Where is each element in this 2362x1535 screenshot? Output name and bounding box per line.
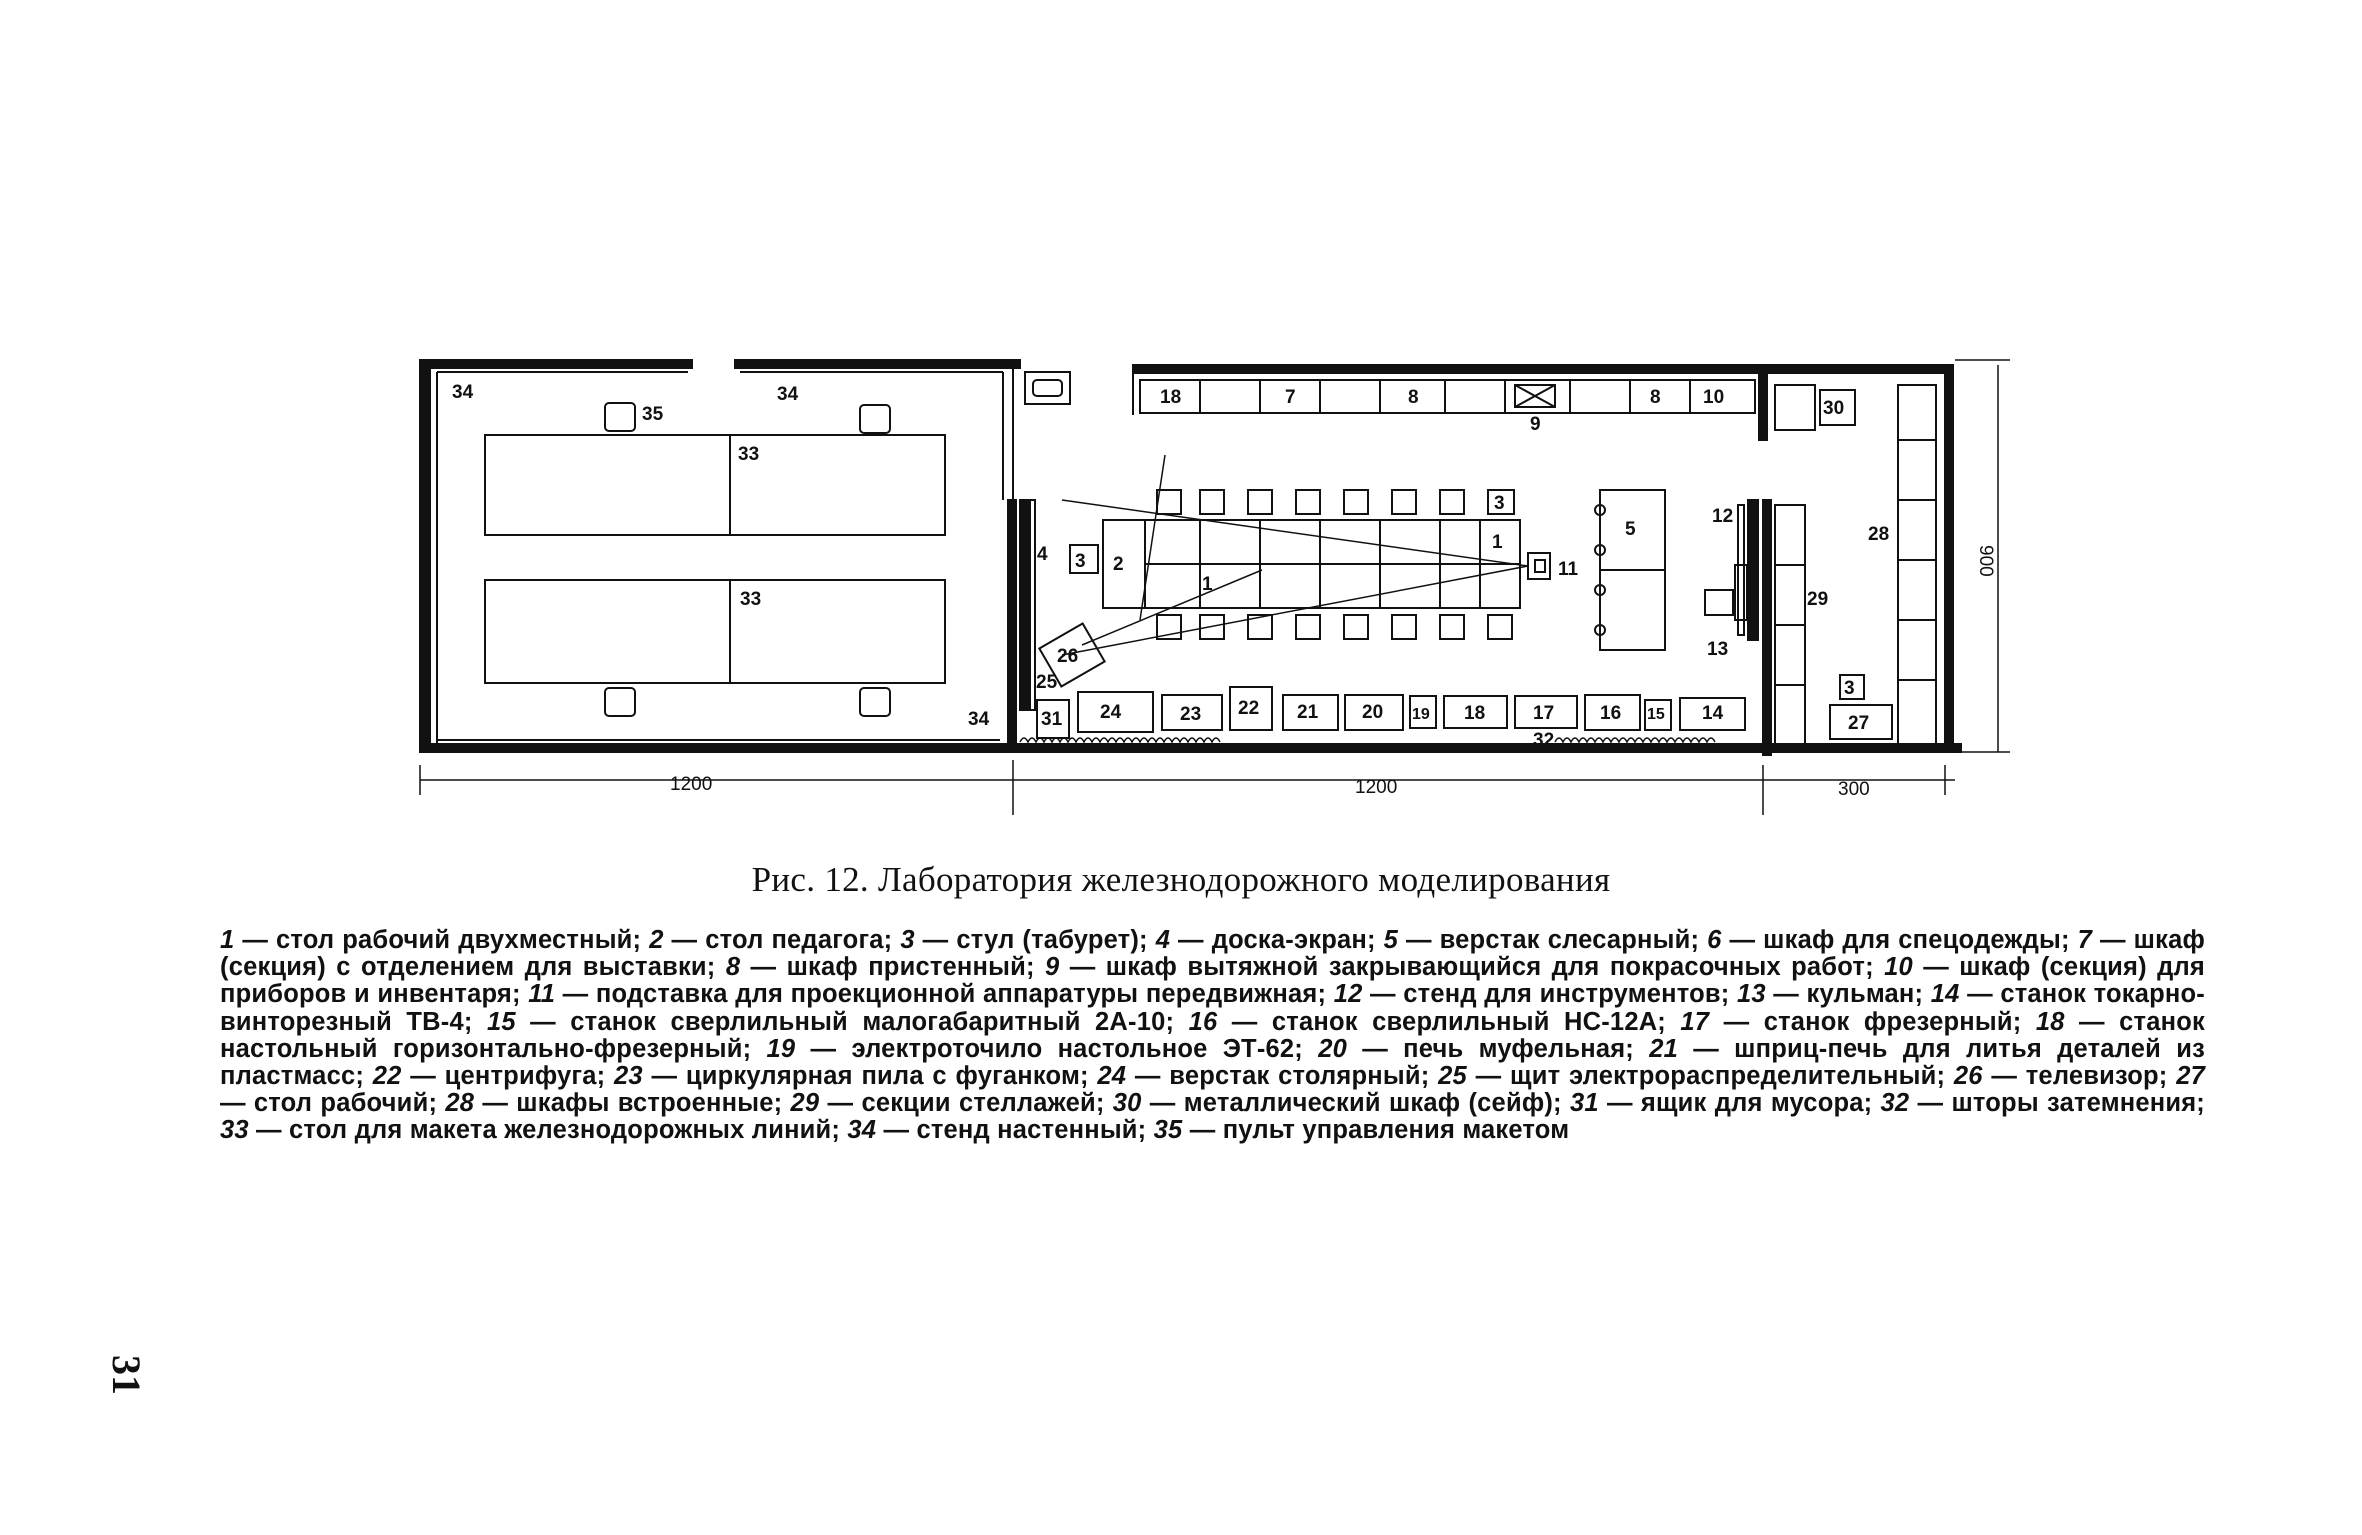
label-18: 18 xyxy=(1464,703,1486,724)
legend-item xyxy=(649,926,900,954)
label-18: 18 xyxy=(1160,387,1182,408)
legend-item-number: 34 xyxy=(847,1116,877,1145)
model-table xyxy=(485,580,730,683)
legend-item-number: 24 xyxy=(1097,1062,1127,1091)
label-3: 3 xyxy=(1844,678,1855,699)
legend-item-number: 15 xyxy=(486,1007,516,1036)
figure-caption: Рис. 12. Лаборатория железнодорожного моделирования xyxy=(751,860,1611,899)
wall-cabinets-row xyxy=(1140,380,1755,413)
legend-item xyxy=(614,1062,1097,1090)
label-7: 7 xyxy=(1285,387,1296,408)
label-20: 20 xyxy=(1362,702,1384,723)
shelving-sections xyxy=(1775,505,1805,745)
legend-item-text: — циркулярная пила с фуганком; xyxy=(642,1062,1098,1091)
legend-item-number: 10 xyxy=(1884,953,1913,982)
legend-item xyxy=(1154,1116,1570,1144)
legend-item-text: — подставка для проекционной аппаратуры передвижная; xyxy=(555,980,1334,1009)
legend-item-number: 29 xyxy=(790,1089,820,1118)
legend-item-number: 16 xyxy=(1188,1007,1218,1036)
sink-icon xyxy=(1025,372,1070,404)
model-table xyxy=(730,435,945,535)
legend-item-text: — верстак слесарный; xyxy=(1398,926,1708,954)
model-table xyxy=(485,435,730,535)
legend-item-text: — шкаф (секция) с отделением для выставки; xyxy=(220,926,2205,982)
legend-item-text: — пульт управления макетом xyxy=(1182,1116,1570,1145)
screen-board xyxy=(1020,500,1028,710)
legend-item xyxy=(373,1062,614,1090)
label-8: 8 xyxy=(1650,387,1661,408)
legend-item-text: — шторы затемнения; xyxy=(1909,1089,2205,1118)
legend-item-text: — электроточило настольное ЭТ-62; xyxy=(795,1034,1319,1063)
label-23: 23 xyxy=(1180,704,1202,725)
legend-item-text: — станок токарно-винторезный ТВ-4; xyxy=(220,980,2205,1036)
legend-item-text: — стол рабочий; xyxy=(220,1089,446,1118)
label-4: 4 xyxy=(1037,544,1048,565)
legend-item-number: 35 xyxy=(1153,1116,1183,1145)
dimension-900: 900 xyxy=(1975,545,1996,577)
left-room-walls xyxy=(420,360,1020,752)
dimension-1200: 1200 xyxy=(1355,777,1398,798)
legend-item-number: 33 xyxy=(220,1116,249,1145)
legend-item-number: 30 xyxy=(1112,1089,1142,1118)
dimension-300: 300 xyxy=(1838,779,1870,800)
legend-item-text: — станок фрезерный; xyxy=(1709,1007,2036,1036)
legend-item-number: 8 xyxy=(725,953,741,982)
label-27: 27 xyxy=(1848,713,1870,734)
legend-item xyxy=(1384,926,1708,954)
legend-item-number: 6 xyxy=(1707,926,1722,954)
teacher-table xyxy=(1103,520,1145,608)
label-1: 1 xyxy=(1492,532,1503,553)
control-console xyxy=(860,405,890,433)
legend-item xyxy=(1334,980,1737,1008)
legend-item xyxy=(1954,1062,2176,1090)
legend-item xyxy=(726,953,1045,981)
control-console xyxy=(860,688,890,716)
legend-item-number: 2 xyxy=(649,926,664,954)
label-15: 15 xyxy=(1647,706,1665,723)
legend-item xyxy=(1097,1062,1438,1090)
label-10: 10 xyxy=(1703,387,1725,408)
legend-item xyxy=(1881,1089,2205,1117)
label-35: 35 xyxy=(642,404,664,425)
legend-item-text: — шкафы встроенные; xyxy=(474,1089,791,1118)
legend-item-number: 28 xyxy=(445,1089,475,1118)
legend-item-text: — верстак столярный; xyxy=(1126,1062,1439,1091)
legend-item xyxy=(1737,980,1931,1008)
label-3: 3 xyxy=(1494,493,1505,514)
legend-item xyxy=(900,926,1155,954)
legend-item-text: — станок сверлильный малогабаритный 2А-10; xyxy=(515,1007,1189,1036)
label-16: 16 xyxy=(1600,703,1622,724)
legend-item-text: — стул (табурет); xyxy=(914,926,1156,954)
dimension-1200: 1200 xyxy=(670,774,713,795)
legend-item-text: — кульман; xyxy=(1765,980,1931,1009)
legend-item-number: 12 xyxy=(1333,980,1363,1009)
legend-item-number: 23 xyxy=(614,1062,643,1091)
legend-item xyxy=(1438,1062,1954,1090)
legend-item-text: — стол рабочий двухместный; xyxy=(234,926,650,954)
safe-30 xyxy=(1775,385,1815,430)
legend-item-text: — секции стеллажей; xyxy=(819,1089,1113,1118)
legend-item xyxy=(847,1116,1153,1144)
label-5: 5 xyxy=(1625,519,1636,540)
legend-item-text: — щит электрораспределительный; xyxy=(1466,1062,1954,1091)
legend-item xyxy=(445,1089,790,1117)
label-33: 33 xyxy=(738,444,760,465)
legend-item-text: — стол педагога; xyxy=(663,926,901,954)
legend-item xyxy=(767,1035,1319,1063)
legend-item-number: 17 xyxy=(1680,1007,1710,1036)
label-29: 29 xyxy=(1807,589,1829,610)
model-table xyxy=(730,580,945,683)
label-22: 22 xyxy=(1238,698,1260,719)
legend-item xyxy=(220,926,649,954)
machines-row xyxy=(1037,687,1745,738)
legend-item-number: 21 xyxy=(1649,1034,1678,1063)
legend-item-text: — металлический шкаф (сейф); xyxy=(1141,1089,1570,1118)
legend-item-number: 25 xyxy=(1438,1062,1467,1091)
projector-stand xyxy=(1528,553,1550,579)
label-14: 14 xyxy=(1702,703,1724,724)
legend-item-text: — станок сверлильный НС-12А; xyxy=(1217,1007,1681,1036)
label-34: 34 xyxy=(777,384,799,405)
legend-item-number: 11 xyxy=(528,980,556,1009)
legend-item xyxy=(1189,1008,1681,1036)
label-24: 24 xyxy=(1100,702,1122,723)
label-12: 12 xyxy=(1712,506,1734,527)
label-33: 33 xyxy=(740,589,762,610)
legend-item-number: 20 xyxy=(1318,1034,1347,1063)
built-in-cabinets xyxy=(1898,385,1936,747)
legend-item-text: — печь муфельная; xyxy=(1346,1034,1650,1063)
legend-item xyxy=(1318,1035,1649,1063)
label-2: 2 xyxy=(1113,554,1124,575)
legend-item-number: 9 xyxy=(1045,953,1060,982)
legend-item-text: — стол для макета железнодорожных линий; xyxy=(248,1116,848,1145)
legend-item-number: 5 xyxy=(1383,926,1399,954)
label-13: 13 xyxy=(1707,639,1729,660)
drafting-board xyxy=(1705,590,1733,615)
label-9: 9 xyxy=(1530,414,1541,435)
legend-item-number: 7 xyxy=(2077,926,2093,954)
legend-item-text: — шкаф для спецодежды; xyxy=(1721,926,2078,954)
legend-item xyxy=(791,1089,1113,1117)
legend-item xyxy=(1707,926,2078,954)
legend-item xyxy=(487,1008,1189,1036)
label-8: 8 xyxy=(1408,387,1419,408)
control-console xyxy=(605,688,635,716)
legend-item xyxy=(1680,1008,2035,1036)
label-32: 32 xyxy=(1533,730,1555,751)
legend-item-number: 1 xyxy=(220,926,235,954)
label-25: 25 xyxy=(1036,672,1058,693)
legend-item-text: — центрифуга; xyxy=(401,1062,614,1091)
legend-text xyxy=(220,927,2205,1145)
label-26: 26 xyxy=(1057,646,1079,667)
label-19: 19 xyxy=(1412,706,1430,723)
label-34: 34 xyxy=(452,382,474,403)
legend-item-text: — телевизор; xyxy=(1982,1062,2177,1091)
label-31: 31 xyxy=(1041,709,1063,730)
legend-item-number: 14 xyxy=(1930,980,1960,1009)
legend-item-number: 32 xyxy=(1880,1089,1910,1118)
legend-item-text: — стенд для инструментов; xyxy=(1362,980,1737,1009)
legend-item xyxy=(1113,1089,1570,1117)
stools-row xyxy=(1157,490,1514,514)
label-30: 30 xyxy=(1823,398,1845,419)
legend-item-number: 3 xyxy=(900,926,915,954)
legend-item-number: 4 xyxy=(1155,926,1171,954)
legend-item-number: 22 xyxy=(372,1062,402,1091)
label-21: 21 xyxy=(1297,702,1319,723)
fitter-bench xyxy=(1595,490,1665,650)
label-11: 11 xyxy=(1558,559,1579,580)
legend-item-number: 27 xyxy=(2176,1062,2205,1091)
label-1: 1 xyxy=(1202,574,1213,595)
legend-item-number: 31 xyxy=(1569,1089,1599,1118)
label-3: 3 xyxy=(1075,551,1086,572)
legend-item-number: 18 xyxy=(2035,1007,2065,1036)
legend-item-text: — шкаф вытяжной закрывающийся для покрасочных работ; xyxy=(1059,953,1885,982)
legend-item-text: — ящик для мусора; xyxy=(1598,1089,1881,1118)
label-17: 17 xyxy=(1533,703,1555,724)
legend-item-text: — шкаф пристенный; xyxy=(740,953,1045,982)
legend-item-number: 13 xyxy=(1736,980,1766,1009)
legend-item-number: 19 xyxy=(766,1034,796,1063)
page-number: 31 xyxy=(104,1355,149,1395)
legend-item xyxy=(1045,953,1884,981)
legend-item-text: — шкаф (секция) для приборов и инвентаря; xyxy=(220,953,2205,1009)
legend-item xyxy=(528,980,1333,1008)
legend-item xyxy=(1156,926,1384,954)
legend-item xyxy=(220,1116,847,1144)
label-34: 34 xyxy=(968,709,990,730)
legend-item-text: — станок настольный горизонтально-фрезерный; xyxy=(220,1007,2205,1063)
legend-item-text: — доска-экран; xyxy=(1170,926,1384,954)
tool-stand xyxy=(1748,500,1758,640)
blackout-curtains xyxy=(1555,738,1715,742)
control-console xyxy=(605,403,635,431)
legend-item-number: 26 xyxy=(1953,1062,1983,1091)
label-28: 28 xyxy=(1868,524,1890,545)
blackout-curtains xyxy=(1020,738,1220,742)
legend-item-text: — шприц-печь для литья деталей из пластмасс; xyxy=(220,1034,2205,1091)
legend-item-text: — стенд настенный; xyxy=(876,1116,1154,1145)
legend-item xyxy=(1570,1089,1881,1117)
